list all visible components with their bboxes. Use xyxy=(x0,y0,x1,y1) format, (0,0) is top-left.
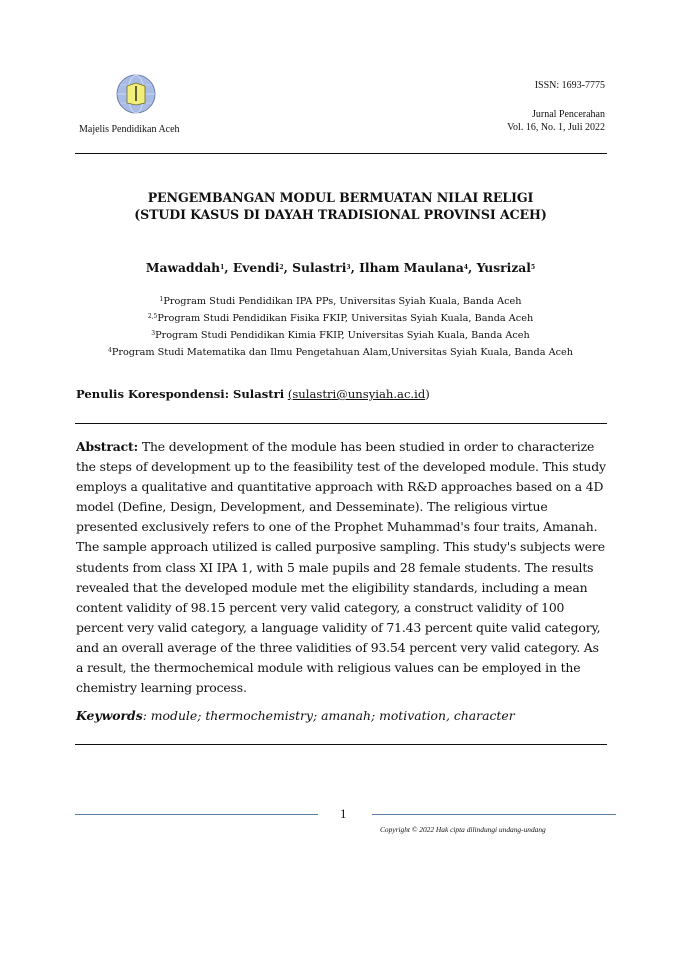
page-number: 1 xyxy=(340,806,347,821)
affiliation xyxy=(60,309,621,326)
header-divider xyxy=(75,153,607,154)
abstract-text: The development of the module has been studied in order to characterize the steps of development up to the feasibility test of the developed module. This study employs a qualitative and quantitative approach with R&D approaches based on a 4D model (Define, Design, Development, and Desseminate). The religious virtue presented exclusively refers to one of the Prophet Muhammad's four traits, Amanah. The sample approach utilized is called purposive sampling. This study's subjects were students from class XI IPA 1, with 5 male pupils and 28 female students. The results revealed that the developed module met the eligibility standards, including a mean content validity of 98.15 percent very valid category, a construct validity of 100 percent very valid category, a language validity of 71.43 percent quite valid category, and an overall average of the three validities of 93.54 percent very valid category. As a result, the thermochemical module with religious values can be employed in the chemistry learning process. xyxy=(76,439,606,696)
author: Ilham Maulana xyxy=(359,260,464,275)
article-title xyxy=(60,189,621,223)
affiliation-text: Program Studi Matematika dan Ilmu Pengetahuan Alam,Universitas Syiah Kuala, Banda Aceh xyxy=(111,347,573,358)
author: Yusrizal xyxy=(476,260,531,275)
author: Mawaddah xyxy=(145,260,221,275)
journal-volume: Vol. 16, No. 1, Juli 2022 xyxy=(507,122,605,133)
affiliation-text: Program Studi Pendidikan IPA PPs, Universitas Syiah Kuala, Banda Aceh xyxy=(163,296,522,307)
correspondence xyxy=(76,387,430,401)
journal-info xyxy=(507,108,605,134)
author-sup: 4 xyxy=(463,264,469,271)
footer-line-left xyxy=(75,814,318,815)
title-line-1: PENGEMBANGAN MODUL BERMUATAN NILAI RELIGI xyxy=(147,190,534,205)
affiliation-sup: 1 xyxy=(159,296,164,303)
abstract-top-divider xyxy=(75,423,607,424)
abstract xyxy=(76,437,608,698)
author-list: Mawaddah$^1$, Evendi$^2$, Sulastri$^3$, Ilham Maulana$^4$, Yusrizal$^5$ xyxy=(145,260,536,275)
affiliation-sup: 3 xyxy=(151,330,156,337)
affiliation-sup: 4 xyxy=(107,347,112,354)
footer-line-right xyxy=(372,814,616,815)
keywords xyxy=(76,708,515,723)
author-sup: 2 xyxy=(279,264,284,271)
author: Sulastri xyxy=(292,260,347,275)
affiliation xyxy=(60,343,621,360)
affiliation-text: Program Studi Pendidikan Kimia FKIP, Universitas Syiah Kuala, Banda Aceh xyxy=(155,330,530,341)
abstract-bottom-divider xyxy=(75,744,607,745)
author-sup: 3 xyxy=(346,264,351,271)
abstract-label: Abstract: xyxy=(76,439,139,454)
title-line-2: (STUDI KASUS DI DAYAH TRADISIONAL PROVINSI ACEH) xyxy=(134,207,547,222)
issn: ISSN: 1693-7775 xyxy=(534,80,605,91)
author: Evendi xyxy=(232,260,280,275)
correspondence-email-link[interactable]: (sulastri@unsyiah.ac.id xyxy=(287,387,426,401)
book-globe-logo-icon xyxy=(116,74,156,114)
correspondence-label: Penulis Korespondensi: Sulastri xyxy=(76,387,285,401)
journal-name: Jurnal Pencerahan xyxy=(531,109,605,120)
copyright-notice: Copyright © 2022 Hak cipta dilindungi undang-undang xyxy=(380,825,546,834)
author-sup: 1 xyxy=(220,264,225,271)
org-name: Majelis Pendidikan Aceh xyxy=(79,124,180,135)
affiliation-sup: 2,5 xyxy=(147,313,158,320)
affiliation xyxy=(60,326,621,343)
affiliation-text: Program Studi Pendidikan Fisika FKIP, Universitas Syiah Kuala, Banda Aceh xyxy=(157,313,534,324)
keywords-text: : module; thermochemistry; amanah; motivation, character xyxy=(142,708,515,723)
author-sup: 5 xyxy=(530,264,536,271)
keywords-label: Keywords xyxy=(76,708,143,723)
paren-close: ) xyxy=(425,387,430,401)
affiliation-list xyxy=(60,292,621,360)
affiliation xyxy=(60,292,621,309)
